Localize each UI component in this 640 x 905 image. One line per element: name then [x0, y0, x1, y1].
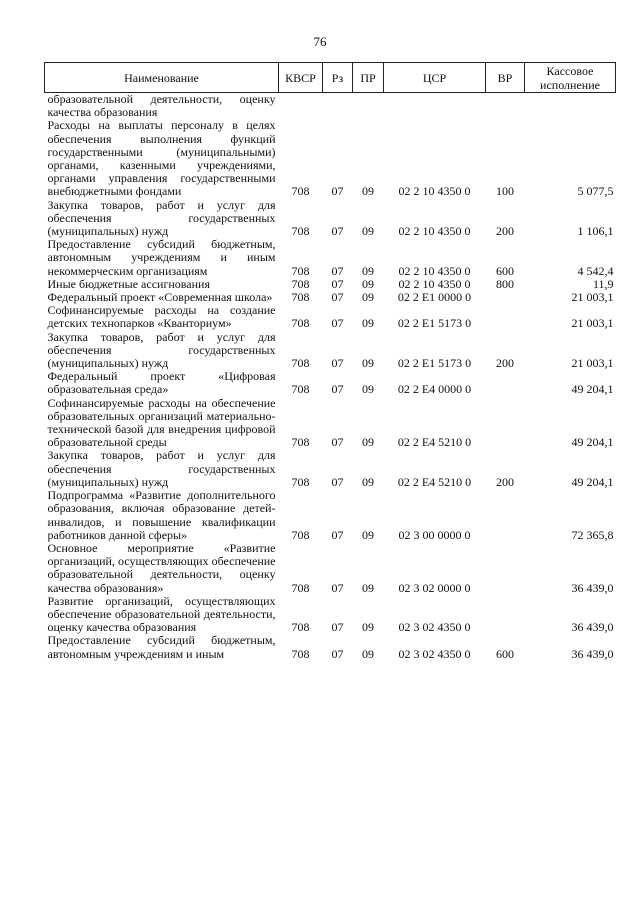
cell-amount: 49 204,1 [571, 382, 614, 397]
cell-csr: 02 3 00 0000 0 [398, 527, 471, 542]
header-kvsr: КВСР [279, 63, 323, 93]
cell-pr: 09 [362, 474, 374, 489]
cell-kvsr: 708 [291, 382, 310, 397]
cell-name: Расходы на выплаты персоналу в целях обеспечения выполнения функций государственными (муниципальными) органами, казенными учреждениями, органами управления государственными внебюджетными фондами [47, 118, 276, 199]
header-rz: Рз [323, 63, 353, 93]
cell-amount: 49 204,1 [571, 474, 614, 489]
cell-name: Федеральный проект «Современная школа» [47, 290, 273, 305]
cell-csr: 02 2 10 4350 0 [398, 276, 471, 291]
cell-amount: 11,9 [592, 276, 614, 291]
cell-name: Софинансируемые расходы на обеспечение образовательных организаций материально-технической базой для внедрения цифровой образовательной среды [47, 395, 276, 450]
cell-name: Закупка товаров, работ и услуг для обеспечения государственных (муниципальных) нужд [47, 448, 276, 489]
cell-rz: 07 [331, 527, 344, 542]
cell-kvsr: 708 [291, 224, 310, 239]
cell-amount: 36 439,0 [571, 620, 614, 635]
cell-kvsr: 708 [291, 620, 310, 635]
cell-pr: 09 [362, 290, 374, 305]
cell-kvsr: 708 [291, 276, 310, 291]
cell-kvsr: 708 [291, 580, 310, 595]
cell-rz: 07 [331, 646, 344, 661]
cell-amount: 21 003,1 [571, 356, 614, 371]
cell-amount: 4 542,4 [577, 263, 614, 278]
cell-csr: 02 2 10 4350 0 [398, 224, 471, 239]
cell-amount [525, 93, 616, 120]
cell-pr: 09 [362, 184, 374, 199]
cell-rz: 07 [331, 382, 344, 397]
cell-amount: 21 003,1 [571, 316, 614, 331]
budget-table-container [44, 62, 615, 661]
table-row [45, 93, 616, 120]
table-row [45, 489, 616, 542]
cell-rz: 07 [331, 620, 344, 635]
budget-table [44, 62, 616, 661]
cell-csr: 02 2 E1 5173 0 [397, 316, 472, 331]
cell-vr: 600 [496, 263, 514, 278]
cell-rz: 07 [331, 224, 344, 239]
cell-rz [323, 93, 353, 120]
table-row [45, 370, 616, 396]
cell-kvsr: 708 [291, 646, 310, 661]
cell-pr [353, 93, 384, 120]
cell-vr: 200 [496, 224, 514, 239]
cell-kvsr: 708 [291, 435, 310, 450]
cell-amount: 49 204,1 [571, 435, 614, 450]
cell-amount: 1 106,1 [577, 224, 614, 239]
cell-name: Закупка товаров, работ и услуг для обеспечения государственных (муниципальных) нужд [47, 197, 276, 239]
cell-amount: 36 439,0 [571, 646, 614, 661]
cell-rz: 07 [331, 184, 344, 199]
table-row [45, 397, 616, 450]
cell-name: Закупка товаров, работ и услуг для обеспечения государственных (муниципальных) нужд [47, 329, 276, 371]
cell-rz: 07 [331, 580, 344, 595]
cell-rz: 07 [331, 316, 344, 331]
table-row [45, 595, 616, 635]
table-row [45, 449, 616, 489]
cell-vr [486, 595, 525, 635]
header-csr: ЦСР [384, 63, 486, 93]
cell-vr: 600 [496, 646, 514, 661]
cell-vr: 800 [496, 276, 514, 291]
cell-rz: 07 [331, 290, 344, 305]
cell-name: образовательной деятельности, оценку качества образования [47, 92, 276, 120]
cell-amount: 5 077,5 [577, 184, 614, 199]
cell-vr [486, 397, 525, 450]
cell-vr [486, 489, 525, 542]
cell-rz: 07 [331, 276, 344, 291]
cell-name: Предоставление субсидий бюджетным, автономным учреждениям и иным некоммерческим организациям [47, 237, 276, 278]
cell-vr [486, 370, 525, 396]
header-vr: ВР [486, 63, 525, 93]
cell-csr: 02 2 10 4350 0 [398, 263, 471, 278]
cell-pr: 09 [362, 527, 374, 542]
cell-amount: 72 365,8 [571, 527, 614, 542]
table-row [45, 304, 616, 330]
cell-kvsr: 708 [291, 263, 310, 278]
cell-rz: 07 [331, 356, 344, 371]
cell-vr [486, 304, 525, 330]
cell-pr: 09 [362, 224, 374, 239]
cell-kvsr: 708 [291, 316, 310, 331]
cell-vr [486, 93, 525, 120]
table-row [45, 542, 616, 595]
cell-kvsr: 708 [291, 356, 310, 371]
cell-pr: 09 [362, 646, 374, 661]
cell-name: Софинансируемые расходы на создание детских технопарков «Кванториум» [47, 303, 276, 331]
table-row [45, 119, 616, 198]
cell-csr: 02 2 E4 5210 0 [397, 474, 472, 489]
cell-vr [486, 291, 525, 304]
cell-rz: 07 [331, 263, 344, 278]
cell-amount: 36 439,0 [571, 580, 614, 595]
cell-kvsr [279, 93, 323, 120]
cell-vr: 200 [496, 356, 514, 371]
cell-kvsr: 708 [291, 290, 310, 305]
table-row [45, 199, 616, 239]
cell-pr: 09 [362, 382, 374, 397]
table-row [45, 238, 616, 278]
header-pr: ПР [353, 63, 384, 93]
cell-csr: 02 2 E4 0000 0 [397, 382, 472, 397]
cell-pr: 09 [362, 580, 374, 595]
cell-csr [384, 93, 486, 120]
cell-vr [486, 542, 525, 595]
cell-pr: 09 [362, 263, 374, 278]
cell-name: Основное мероприятие «Развитие организаций, осуществляющих обеспечение образовательной деятельности, оценку качества образования» [47, 540, 276, 595]
cell-name: Подпрограмма «Развитие дополнительного образования, включая образование детей-инвалидов, и повышение квалификации работников данной сферы» [47, 488, 276, 542]
cell-csr: 02 3 02 0000 0 [398, 580, 471, 595]
cell-pr: 09 [362, 316, 374, 331]
cell-kvsr: 708 [291, 184, 310, 199]
cell-name: Предоставление субсидий бюджетным, автономным учреждениям и иным [47, 633, 276, 661]
table-header [45, 63, 616, 93]
page-number: 76 [313, 34, 327, 49]
cell-csr: 02 2 E1 0000 0 [397, 290, 472, 305]
cell-kvsr: 708 [291, 474, 310, 489]
cell-pr: 09 [362, 435, 374, 450]
header-name: Наименование [45, 63, 279, 93]
cell-pr: 09 [362, 620, 374, 635]
cell-csr: 02 3 02 4350 0 [398, 646, 471, 661]
cell-csr: 02 3 02 4350 0 [398, 620, 471, 635]
cell-kvsr: 708 [291, 527, 310, 542]
cell-rz: 07 [331, 474, 344, 489]
cell-vr: 100 [496, 184, 514, 199]
cell-vr: 200 [496, 474, 514, 489]
table-row [45, 331, 616, 371]
cell-csr: 02 2 E1 5173 0 [397, 356, 472, 371]
header-amount: Кассовое исполнение [525, 63, 616, 93]
cell-name: Федеральный проект «Цифровая образовательная среда» [47, 369, 276, 397]
table-body [45, 93, 616, 661]
cell-csr: 02 2 E4 5210 0 [397, 435, 472, 450]
cell-name: Иные бюджетные ассигнования [47, 276, 210, 291]
cell-rz: 07 [331, 435, 344, 450]
cell-pr: 09 [362, 276, 374, 291]
cell-name: Развитие организаций, осуществляющих обеспечение образовательной деятельности, оценку качества образования [47, 593, 276, 635]
cell-csr: 02 2 10 4350 0 [398, 184, 471, 199]
cell-pr: 09 [362, 356, 374, 371]
table-row [45, 634, 616, 660]
cell-amount: 21 003,1 [571, 290, 614, 305]
